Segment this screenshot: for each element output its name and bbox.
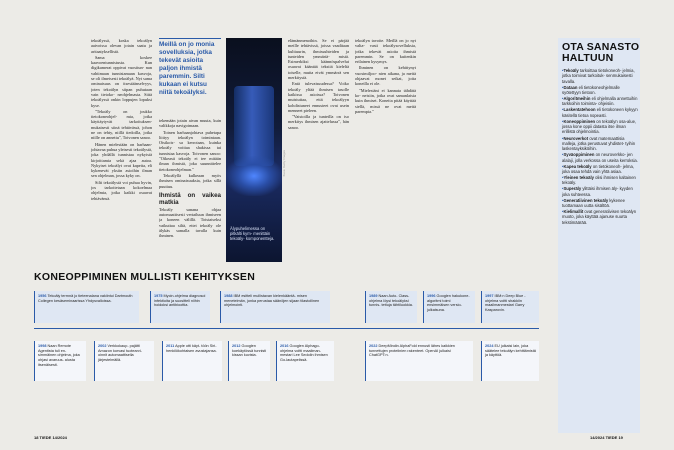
definition: eli tietokoneen kykyyn käsitellä tietoa nopeasti.: [562, 107, 638, 118]
paragraph: Hänen mielestään on harhaan- johtavaa puhua yleisesti tekoälystä, joka yhdällä tunnistaa nykyisiä kirjoittamia sekä ajaa autoa. Nykyiset tekoälyt ovat kapeita, eli kykenevät yksiin asioihin ilman sen ohjelman, jossa kyky on.: [91, 141, 152, 179]
pull-quote: Meillä on jo monia sovelluksia, jotka tekevät asioita paljon ihmistä paremmin. Silti kukaan ei kutsu niitä tekoälyksi.: [159, 38, 221, 97]
glossary-item: [562, 164, 638, 175]
timeline-event: [34, 341, 86, 381]
term: Generatiivinen tekoäly: [563, 197, 609, 203]
photo-caption: Älypuhelimessa on pitkälti kym- menittäin tekoäly- komponentteja.: [230, 226, 275, 241]
glossary-item: [562, 119, 638, 135]
term: Kielimallit: [563, 209, 584, 215]
definition: ovat generatiivisen tekoälyn muoto, joka käyttää ajanuse suurta tekstimäärää.: [562, 209, 637, 225]
term: Tekoäly: [563, 68, 579, 73]
glossary-item: [562, 209, 638, 225]
glossary-list: [562, 68, 638, 226]
event-text: Googlen koekäytössä tunnisti kissan kuvista.: [232, 344, 267, 358]
event-text: DeepMindin AlphaFold ennusti lähes kaikkien tunnettujen proteiinien rakenteet. OpenAI julkaisi ChatGPT:n.: [369, 344, 455, 358]
paragraph: "Vaistoilla ja tunteilla on iso merkitys ihmisen ajattelussa", hän sanoo.: [288, 114, 349, 130]
definition: on tietokoneoh- jelma, joka osaa tehdä vain yhtä asiaa.: [562, 163, 635, 174]
event-year: 2012: [232, 344, 241, 348]
timeline-event: [150, 291, 210, 323]
timeline-event: [276, 341, 334, 381]
timeline-event: [423, 291, 475, 323]
event-text: Apple otti käyt- töön Siri-henkilökohtaisen avustajansa.: [166, 344, 217, 353]
paragraph: Ihminen on kehittynyt vuosimiljoo- nien aikana, ja meitä ohjaavat monet seikat, joita koneilla ei ole.: [355, 65, 416, 87]
paragraph: Silti tekoälystä voi puhua hyvin, jos tarkoitetaan kokoelmaa ohjelmia, jotka kaikki osaavat tehtävänsä.: [91, 179, 152, 201]
definition: tarkoittaa tietokoneoh- jelmia, jotka toimivat tarkoituk- senmukaisesti tavalla.: [562, 68, 635, 84]
definition: ovat matemaattisia malleja, jotka perustuvat yhdistet- tyihin laskentayksiköihin.: [562, 135, 636, 152]
timeline-title: KONEOPPIMINEN MULLISTI KEHITYKSEN: [34, 271, 256, 283]
event-text: EU julkaisi lain, joka säätelee tekoälyn kehittämistä ja käyttöä.: [485, 344, 536, 358]
page-footer-right: [590, 435, 623, 440]
paragraph: tekemään jotain aivan muuta, kuin valikkoja navigoimaan.: [159, 118, 221, 129]
term: Syväoppiminen: [563, 152, 595, 158]
term: Kapea tekoäly: [563, 163, 592, 169]
event-year: 2022: [369, 344, 378, 348]
event-year: 1988: [224, 294, 233, 298]
definition: eli tietokoneohjelmalle syötettyyn tietoon.: [562, 84, 620, 95]
glossary-item: [562, 152, 638, 163]
event-year: 2011: [166, 344, 175, 348]
paragraph: tekoälyn tavoite. Meillä on jo nyt valta- vasti tekoälysovelluksia, jotka tekevät asioita ihmistä paremmin. Se on kuitenkin erilainen kysymys.: [355, 38, 416, 65]
paragraph: elämänmenoihin. Se ei pärjää meille tehtävissä, joissa vaaditaan kulttuurin, ihmissuhteiden ja tunteiden ymmärtä- mistä. Esimerkiksi käännöspalvelut osaavat kääntää tekstiä kieleltä toiselle, mutta eivät ymmärrä sen merkitystä.: [288, 38, 349, 81]
paragraph: "Tekoäly on joukko tietokoneohjel- mia, jotka käyttäytyvät tarkoituksen- mukaisesti siinä tehtävässä, johon ne on tehty, niillä tiedoilla, jotka niille on annettu", Toivonen sanoo.: [91, 108, 152, 141]
event-text: Mycin-ohjelma diagnosoi infektioita ja suositteli niihin hoidoksi antibioottia.: [154, 294, 206, 308]
event-year: 1997: [485, 294, 494, 298]
footer-text: 18 TIEDE 14/2024: [34, 435, 67, 440]
article-column-4: [355, 38, 416, 260]
term: Yleinen tekoäly: [563, 175, 594, 181]
timeline-event: [365, 341, 473, 381]
glossary-item: [562, 85, 638, 96]
event-text: Tekoäly termnä jo tieteenalana vakiintui Dartmouth Collegen kesäseminaarissa Yhdysvalloissa.: [38, 294, 133, 303]
phone-glow-shape: [234, 86, 274, 166]
timeline-event: [34, 291, 139, 323]
article-column-3: [288, 38, 349, 260]
glossary-item: [562, 136, 638, 152]
timeline-event: [220, 291, 330, 323]
paragraph: Entä tulevaisuudessa? Voiko tekoäly yltää ihmisen tasolle kaikissa asioissa? Toivonen muistuttaa, että tekoälyyn kohdistuneet ennusteet ovat usein menneet pieleen.: [288, 81, 349, 113]
event-year: 1975: [154, 294, 163, 298]
term: Koneoppiminen: [563, 118, 596, 124]
paragraph: Tekoälyllä kulkeaan myös ihmisen ominaisuuksia, jotka sillä puuttuu.: [159, 172, 221, 189]
glossary-item: [562, 68, 638, 84]
page-footer-left: [34, 435, 67, 440]
timeline-event: [162, 341, 222, 381]
glossary-item: [562, 175, 638, 186]
glossary-item: [562, 107, 638, 118]
article-column-2: [159, 118, 221, 260]
definition: on neuroverkko- jen alalaji, jolla verkossa on useita kerroksia.: [562, 152, 638, 163]
event-year: 1989: [369, 294, 378, 298]
paragraph: Toinen harhaanjohtava puhetapa liittyy tekoälyn toimintaan. Otsikois- sa kerrotaan, kuinka tekoäly voittaa shakissa tai tunnistaa kasvoja. Toivonen sanoo: "Oikeasti tekoäly ei tee mitään ilman ihmistä, joka suunnittelee tietokoneohjelman.": [159, 129, 221, 172]
timeline-event: [228, 341, 270, 381]
paragraph: Sama koskee kaavoentunnistusta. Kun digikamerat oppivat vuositun- nan vahtimaan tunnistamaan kasvoja, se oli ilmeisesti tekoälyä. Nyt sama ominaisuus on itsestäänselvyys, joten tekoälyn siipan puhutaan vain tietoko- neohjelmasta. Siitä tekoälyssä onkin loppujen lopuksi kyse.: [91, 54, 152, 108]
article-column-1: [91, 38, 152, 260]
event-text: Verkkokaup- pajätti Amazon korvasi tuotearvi- oinnit automaattisella järjestelmällä.: [98, 344, 142, 363]
timeline-event: [481, 341, 539, 381]
term: Superäly: [563, 186, 582, 192]
event-year: 1956: [38, 294, 47, 298]
event-text: Googlen Alphago-ohjelma voitti maailman- mestari Lee Sedolin ihmisen Go-lautapelissä.: [280, 344, 328, 363]
event-text: IBM esitteli mullistavan kielenkääntä- misen menetelmän, jonka perustaa säänöjen sijaan tilastollinen ohjelmointi.: [224, 294, 320, 308]
paragraph: tekoälyssä, koska tekoälyn aaivoissa olevan jotain saatu ja aritaatyksellistä.: [91, 38, 152, 54]
event-year: 2024: [485, 344, 494, 348]
footer-text: 14/2024 TIEDE 19: [590, 435, 623, 440]
event-year: 1998: [38, 344, 47, 348]
term: Dataan: [563, 84, 578, 90]
photo-credit: Kuva: Getty Images: [282, 150, 286, 177]
event-text: Googlen hakukone- algoritmi toimi ensimmäisen versio- julkaisuna.: [427, 294, 470, 313]
sidebar-title: OTA SANASTO HALTUUN: [562, 41, 640, 64]
event-text: Naan Auto- Class-ohjelma löysi tekoälyksi tunnis- tettuja tähtiluokkia.: [369, 294, 413, 308]
glossary-item: [562, 198, 638, 209]
timeline-axis: [34, 328, 539, 329]
timeline-event: [94, 341, 154, 381]
glossary-sidebar: [558, 38, 640, 433]
paragraph: Tekoäly sanana ohjaa automaattisesti vertailuun ihmiseen ja koneen välillä. Toistaiseksi vaikuttaa siltä, ettei tekoäly ole älykäs samalla tavalla kuin ihminen.: [159, 206, 221, 239]
event-year: 1996: [427, 294, 436, 298]
event-text: Naan Remote Agentista tuli en- simmäinen ohjelma, joka ohjasi avaruus- alusta itsenäisesti.: [38, 344, 80, 367]
term: Algoritmeihin: [563, 96, 591, 102]
timeline-event: [481, 291, 539, 323]
definition: kykenee tuottamaan uutta sisältöä.: [562, 197, 625, 209]
definition: on tekoälyn osa-alue, jossa kone oppii datasta itse ilman erillistä ohjelmointia.: [562, 118, 637, 135]
term: Neuroverkot: [563, 135, 589, 141]
timeline-event: [365, 291, 417, 323]
paragraph: "Mielestäni ei kannata tähdätä ko- neisiin, jotka ovat samanlaisia kuin ihmiset. Koneita pitää käyttää siellä, missä ne ovat meitä parempia.": [355, 87, 416, 114]
definition: olisi ihmisen kaltainen tekoäly.: [562, 175, 636, 186]
event-year: 2016: [280, 344, 289, 348]
event-year: 2002: [98, 344, 107, 348]
definition: eli ohjelmalla annettuihin tarkkoihin toiminta- ohjeisiin.: [562, 96, 638, 107]
light-glow: [226, 156, 282, 196]
definition: ylittäisi ihmisen äly- kyyden joka suhteessa.: [562, 186, 633, 197]
glossary-item: [562, 96, 638, 107]
glossary-item: [562, 186, 638, 197]
term: Laskentatehoon: [563, 107, 596, 113]
section-heading: Ihmistä on vaikea matkia: [159, 191, 221, 206]
event-text: IBM:n Deep Blue -ohjelma voitti shakkiin maailmanmestari Garry Kasparovin.: [485, 294, 526, 313]
